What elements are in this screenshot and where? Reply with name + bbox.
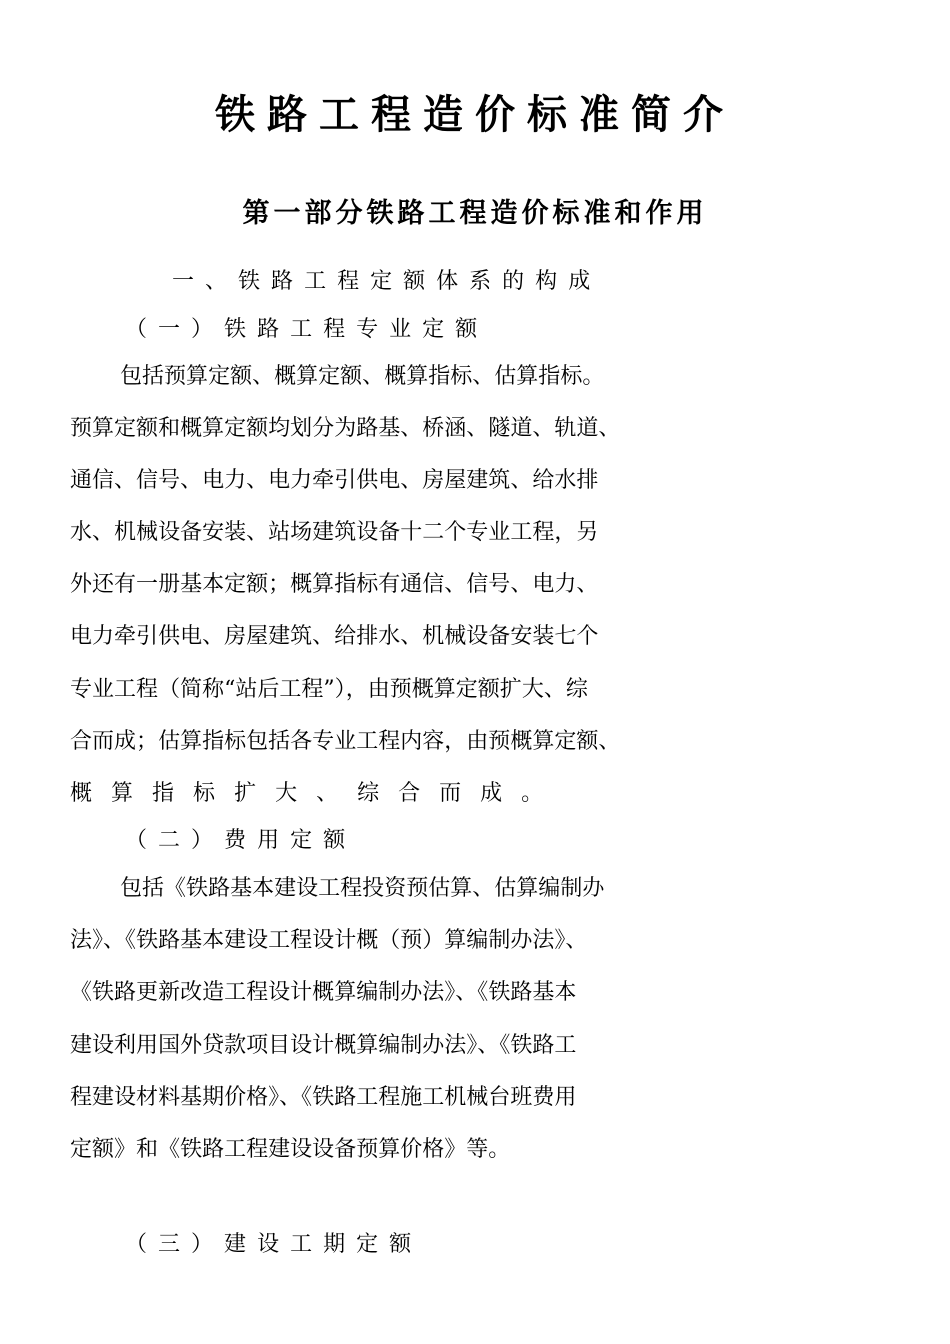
paragraph-line: 法》、《铁路基本建设工程设计概（预）算编制办法》、 [70,928,588,953]
paragraph-line: 通信、信号、电力、电力牵引供电、房屋建筑、给水排 [70,468,599,493]
paragraph-line: 专业工程（简称“站后工程”），由预概算定额扩大、综 [70,677,588,702]
paragraph-line: 合而成；估算指标包括各专业工程内容，由预概算定额、 [70,729,621,754]
subsection-heading-fees: （一）铁路工程专业定额 [125,317,489,342]
paragraph-line: 水、机械设备安装、站场建筑设备十二个专业工程，另 [70,520,599,545]
subsection-heading-schedule: （三）建设工期定额 [125,1232,423,1257]
paragraph-line: 预算定额和概算定额均划分为路基、桥涵、隧道、轨道、 [70,416,621,441]
paragraph-line: 电力牵引供电、房屋建筑、给排水、机械设备安装七个 [70,624,599,649]
paragraph-line: 程建设材料基期价格》、《铁路工程施工机械台班费用 [70,1085,577,1110]
section-heading: 一、铁路工程定额体系的构成 [172,269,602,294]
document-title: 铁路工程造价标准简介 [215,92,735,138]
subsection-heading-cost: （二）费用定额 [125,828,357,853]
paragraph-line: 包括预算定额、概算定额、概算指标、估算指标。 [120,364,605,389]
paragraph-line: 定额》和《铁路工程建设设备预算价格》等。 [70,1137,511,1162]
part-heading: 第一部分铁路工程造价标准和作用 [242,198,708,229]
paragraph-line: 概算指标扩大、综合而成。 [70,781,563,806]
paragraph-line: 建设利用国外贷款项目设计概算编制办法》、《铁路工 [70,1033,577,1058]
paragraph-line: 外还有一册基本定额；概算指标有通信、信号、电力、 [70,572,599,597]
paragraph-line: 包括《铁路基本建设工程投资预估算、估算编制办 [120,876,605,901]
paragraph-line: 《铁路更新改造工程设计概算编制办法》、《铁路基本 [70,980,577,1005]
